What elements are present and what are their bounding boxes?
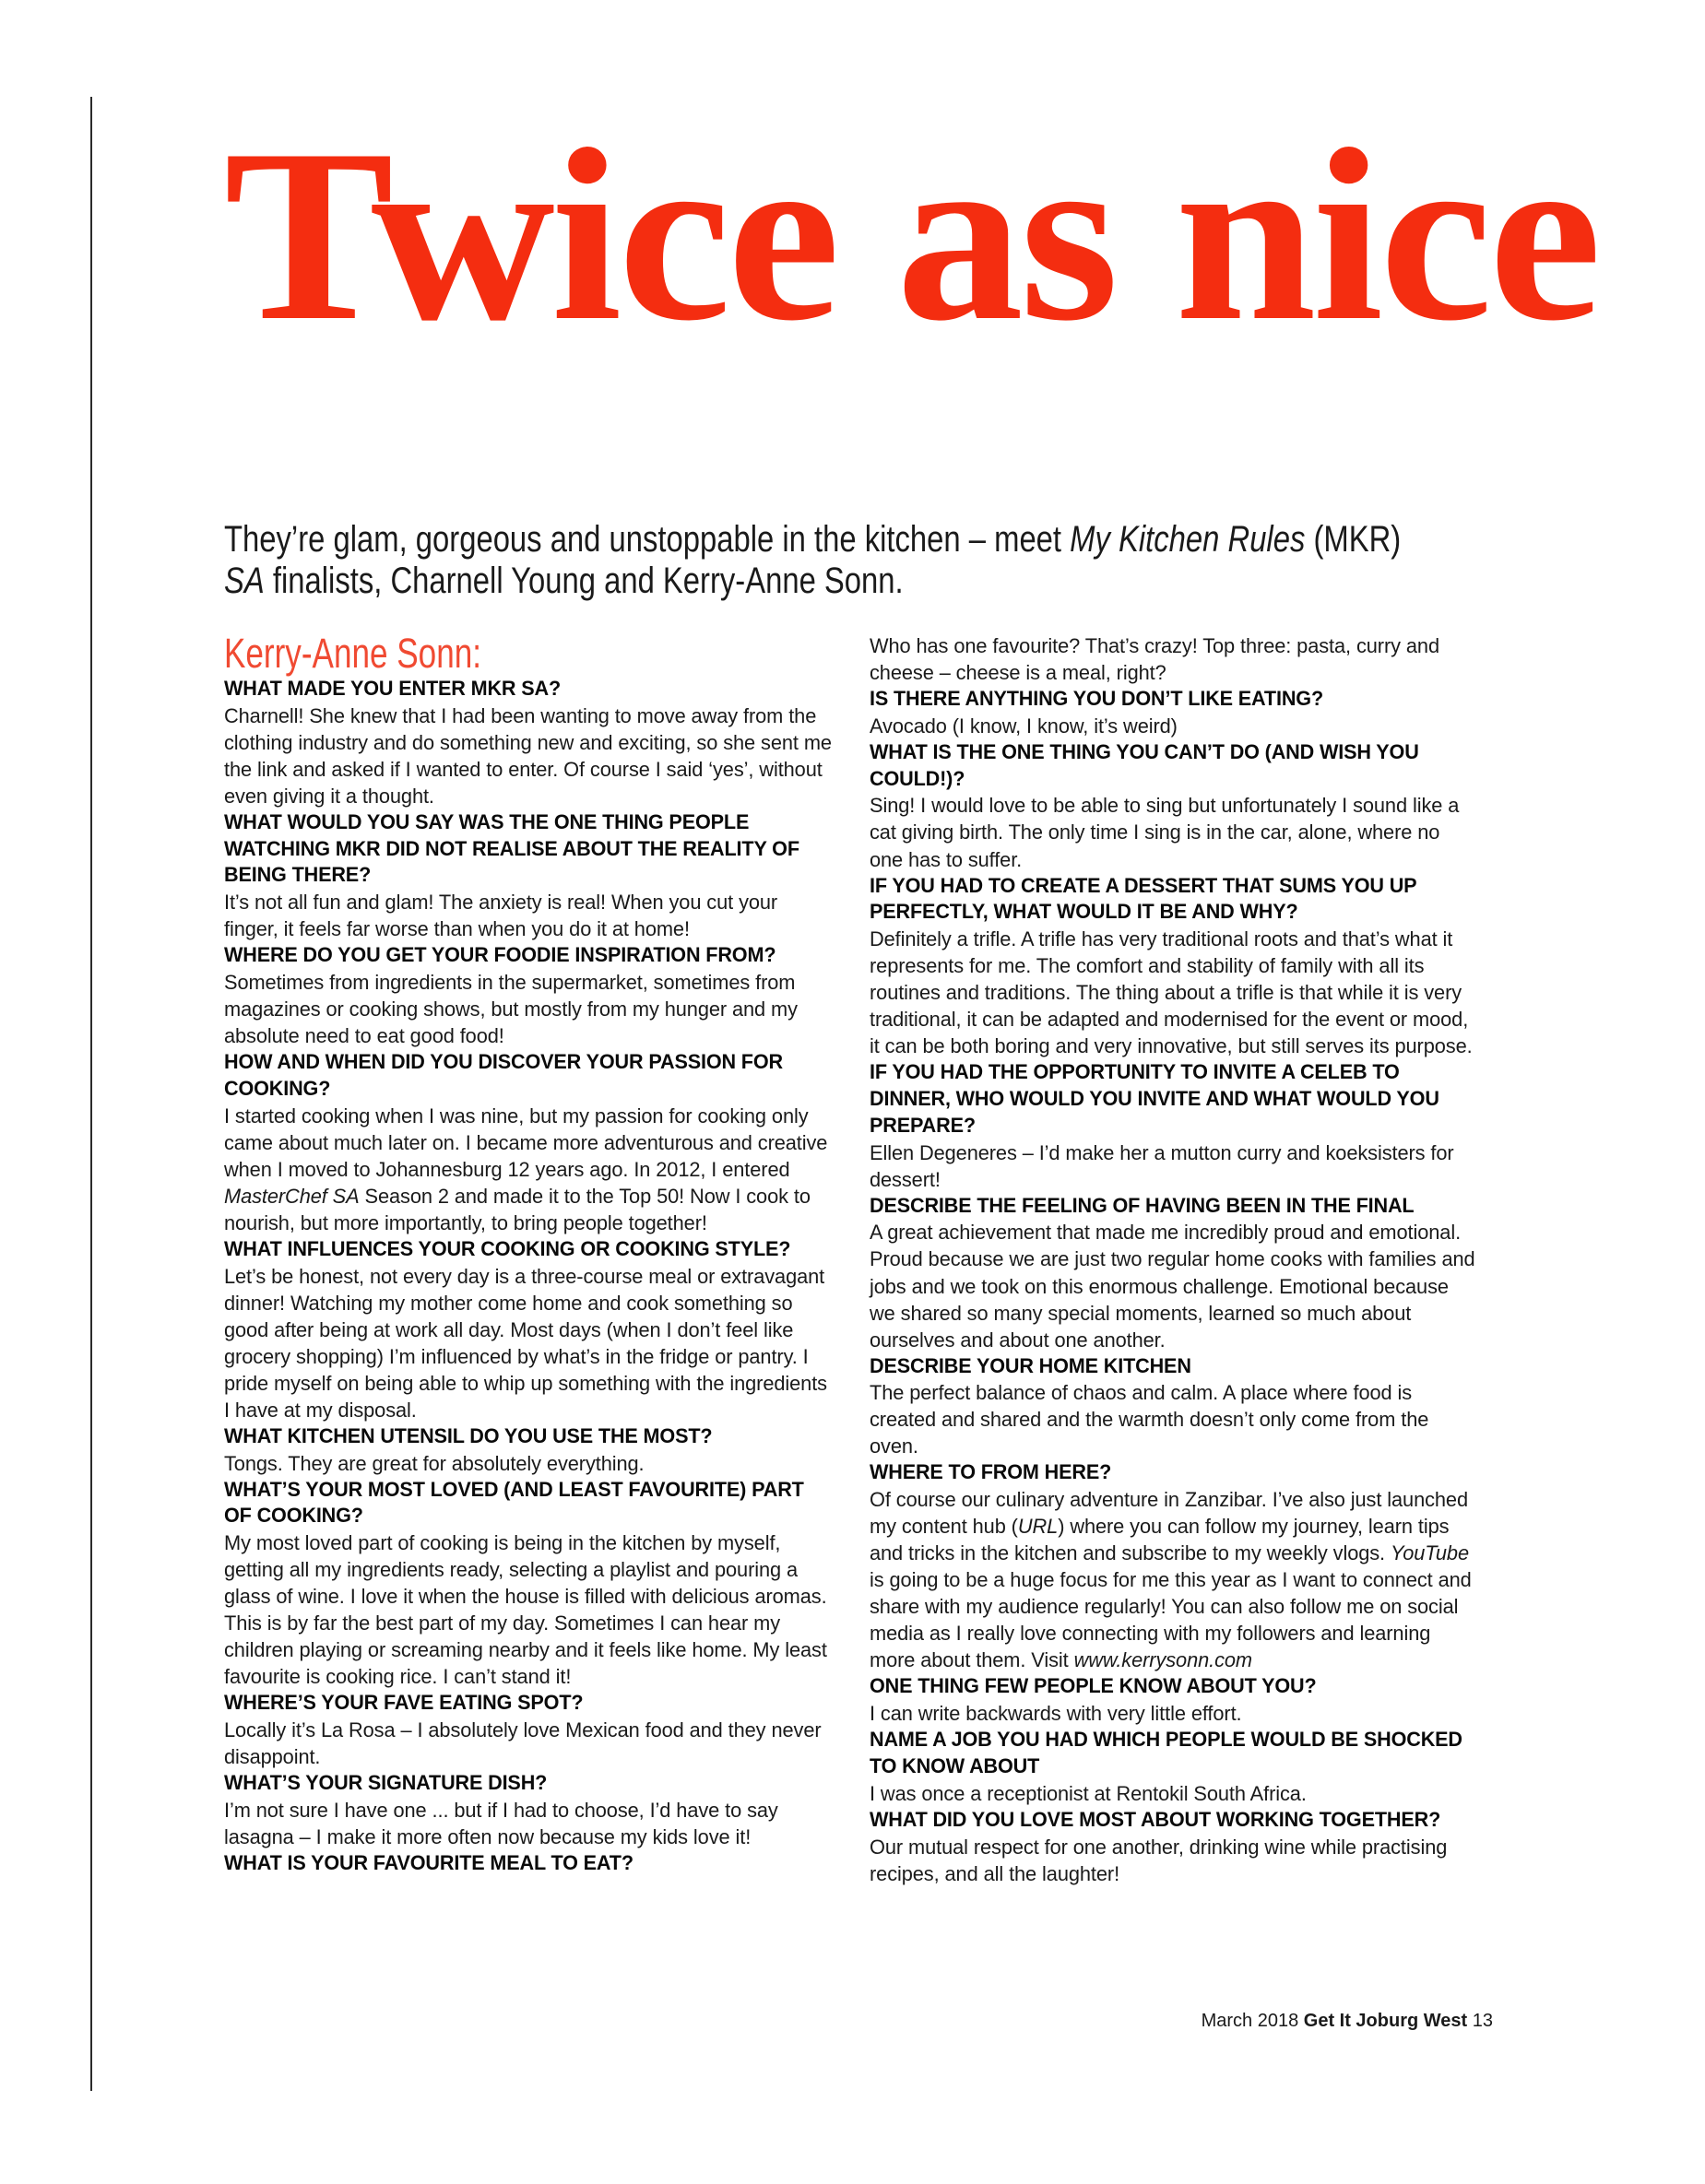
question: IF YOU HAD TO CREATE A DESSERT THAT SUMS YOU UP PERFECTLY, WHAT WOULD IT BE AND WHY? [870,873,1417,924]
issue-date: March 2018 [1201,2011,1299,2031]
answer: My most loved part of cooking is being in the kitchen by myself, getting all my ingredients ready, selecting a playlist and pouring a glass of wine. I love it when the house is filled with delicious aromas. This is by far the best part of my day. Sometimes I can hear my children playing or screaming nearby and it feels like home. My least favourite is cooking rice. I can’t stand it! [224,1531,827,1689]
deck-region-label: SA [224,560,265,601]
question: IS THERE ANYTHING YOU DON’T LIKE EATING? [870,687,1323,711]
answer [870,1486,1478,1673]
answer: Sing! I would love to be able to sing but unfortunately I sound like a cat giving birth. The only time I sing is in the car, alone, where no one has to suffer. [870,794,1460,871]
question: DESCRIBE THE FEELING OF HAVING BEEN IN THE FINAL [870,1193,1415,1217]
question: ONE THING FEW PEOPLE KNOW ABOUT YOU? [870,1674,1317,1698]
answer: Our mutual respect for one another, drinking wine while practising recipes, and all the laughter! [870,1835,1448,1885]
answer-part: Of course our culinary adventure in Zanzibar. I’ve also just launched my content hub ( [870,1488,1469,1539]
question: WHERE’S YOUR FAVE EATING SPOT? [224,1691,584,1715]
question: WHAT MADE YOU ENTER MKR SA? [224,677,562,700]
article-deck [224,519,1502,602]
question: WHAT KITCHEN UTENSIL DO YOU USE THE MOST? [224,1423,713,1447]
show-title-masterchef: MasterChef SA [224,1184,360,1208]
answer: Let’s be honest, not every day is a three-course meal or extravagant dinner! Watching my mother come home and cook something so good after being at work all day. Most days (when I don’t feel like grocery shopping) I’m influenced by what’s in the fridge or pantry. I pride myself on being able to whip up something with the ingredients I have at my disposal. [224,1264,827,1422]
answer: It’s not all fun and glam! The anxiety is real! When you cut your finger, it feels far worse than when you do it at home! [224,891,778,941]
answer: Tongs. They are great for absolutely everything. [224,1451,645,1475]
answer [224,1103,833,1236]
question: WHAT INFLUENCES YOUR COOKING OR COOKING STYLE? [224,1236,791,1260]
question: WHAT WOULD YOU SAY WAS THE ONE THING PEOPLE WATCHING MKR DID NOT REALISE ABOUT THE REALITY OF BEING THERE? [224,809,799,887]
answer-part: is going to be a huge focus for me this year as I want to connect and share with my audience regularly! You can also follow me on social media as I really love connecting with my followers and learning more about them. Visit [870,1568,1472,1672]
column-left [224,632,833,1877]
answer: Locally it’s La Rosa – I absolutely love Mexican food and they never disappoint. [224,1718,822,1769]
question: WHERE TO FROM HERE? [870,1460,1112,1484]
answer: Ellen Degeneres – I’d make her a mutton curry and koeksisters for dessert! [870,1140,1454,1191]
answer: I can write backwards with very little effort. [870,1702,1242,1726]
column-right [870,632,1478,1887]
question: WHAT IS YOUR FAVOURITE MEAL TO EAT? [224,1851,633,1875]
deck-show-title: My Kitchen Rules [1070,519,1306,560]
page-number: 13 [1472,2011,1493,2031]
answer: Charnell! She knew that I had been wanting to move away from the clothing industry and do something new and exciting, so she sent me the link and asked if I wanted to enter. Of course I said ‘yes’, without even giving it a thought. [224,703,832,808]
answer-part: ) where you can follow my journey, learn tips and tricks in the kitchen and subscribe to my weekly vlogs. [870,1515,1450,1565]
answer: Sometimes from ingredients in the supermarket, sometimes from magazines or cooking shows, but mostly from my hunger and my absolute need to eat good food! [224,971,798,1048]
question: NAME A JOB YOU HAD WHICH PEOPLE WOULD BE SHOCKED TO KNOW ABOUT [870,1728,1462,1778]
answer-part: Season 2 and made it to the Top 50! Now I cook to nourish, but more importantly, to bring people together! [224,1184,811,1234]
deck-line1-post: (MKR) [1305,519,1402,560]
platform-name-youtube: YouTube [1390,1541,1469,1565]
answer: Avocado (I know, I know, it’s weird) [870,714,1178,738]
answer: Definitely a trifle. A trifle has very traditional roots and that’s what it represents for me. The comfort and stability of family with all its routines and traditions. The thing about a trifle is that while it is very traditional, it can be adapted and modernised for the event or mood, it can be both boring and very innovative, but still serves its purpose. [870,927,1473,1058]
question: WHAT DID YOU LOVE MOST ABOUT WORKING TOGETHER? [870,1807,1441,1831]
publication-name: Get It Joburg West [1303,2011,1468,2031]
url-placeholder: URL [1017,1515,1059,1539]
qa-block [224,676,833,1877]
answer-part: I started cooking when I was nine, but my passion for cooking only came about much later on. I became more adventurous and creative when I moved to Johannesburg 12 years ago. In 2012, I entered [224,1104,828,1181]
question: WHAT IS THE ONE THING YOU CAN’T DO (AND WISH YOU COULD!)? [870,739,1419,790]
question: WHAT’S YOUR SIGNATURE DISH? [224,1771,548,1795]
page-title: Twice as nice [224,98,1598,372]
answer: I was once a receptionist at Rentokil South Africa. [870,1781,1307,1805]
qa-block [870,632,1478,1887]
answer: The perfect balance of chaos and calm. A place where food is created and shared and the warmth doesn’t only come from the oven. [870,1381,1429,1458]
website-url: www.kerrysonn.com [1073,1648,1253,1672]
answer: A great achievement that made me incredibly proud and emotional. Proud because we are just two regular home cooks with families and jobs and we took on this enormous challenge. Emotional because we shared so many special moments, learned so much about ourselves and about one another. [870,1221,1475,1352]
deck-line1-pre: They’re glam, gorgeous and unstoppable in the kitchen – meet [224,519,1071,560]
page-spine-rule [90,97,92,2091]
interviewee-name: Kerry-Anne Sonn: [224,630,482,677]
question: HOW AND WHEN DID YOU DISCOVER YOUR PASSION FOR COOKING? [224,1050,783,1100]
answer: Who has one favourite? That’s crazy! Top three: pasta, curry and cheese – cheese is a meal, right? [870,634,1439,685]
answer: I’m not sure I have one ... but if I had to choose, I’d have to say lasagna – I make it more often now because my kids love it! [224,1799,778,1849]
deck-line2-post: finalists, Charnell Young and Kerry-Anne Sonn. [264,560,904,601]
question: WHAT’S YOUR MOST LOVED (AND LEAST FAVOURITE) PART OF COOKING? [224,1477,804,1528]
question: DESCRIBE YOUR HOME KITCHEN [870,1353,1191,1377]
question: WHERE DO YOU GET YOUR FOODIE INSPIRATION FROM? [224,943,776,967]
question: IF YOU HAD THE OPPORTUNITY TO INVITE A CELEB TO DINNER, WHO WOULD YOU INVITE AND WHAT WOULD YOU PREPARE? [870,1060,1439,1137]
page-folio [1202,2011,1493,2032]
